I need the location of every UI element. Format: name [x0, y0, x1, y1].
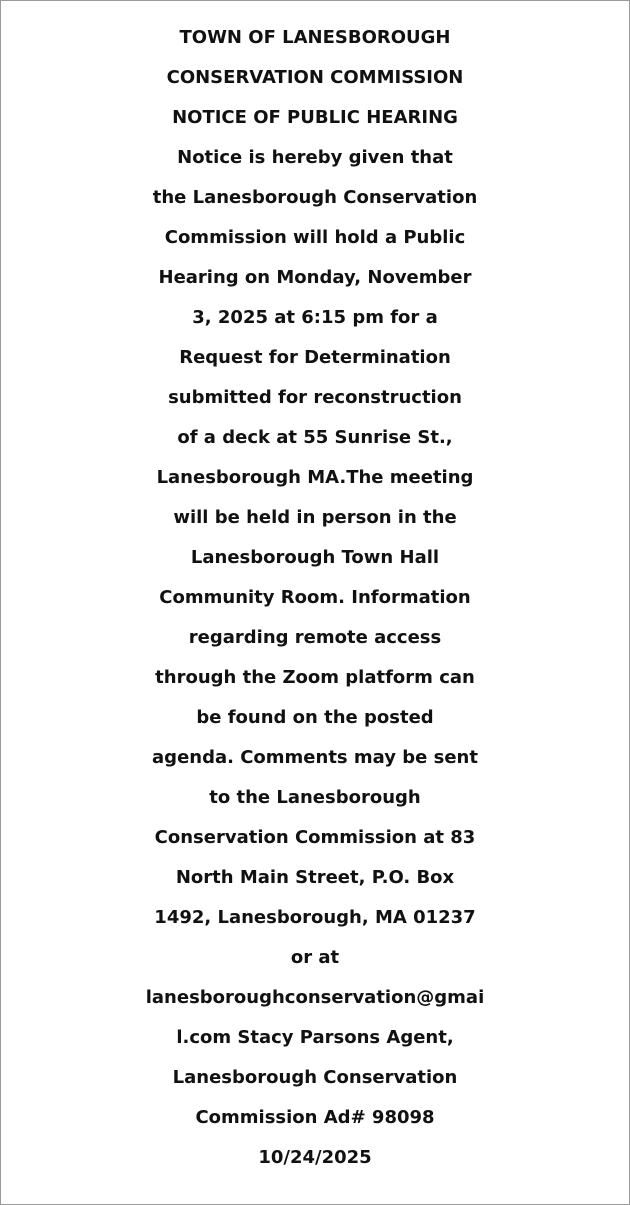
- notice-body-line: of a deck at 55 Sunrise St.,: [177, 427, 453, 448]
- notice-body-line: Conservation Commission at 83: [154, 827, 476, 848]
- notice-body-line: the Lanesborough Conservation: [152, 187, 478, 208]
- notice-email-line: lanesboroughconservation@gmai: [145, 987, 485, 1008]
- notice-body-line: through the Zoom platform can: [155, 667, 475, 688]
- notice-heading-title: NOTICE OF PUBLIC HEARING: [172, 107, 458, 128]
- notice-heading-town: TOWN OF LANESBOROUGH: [179, 27, 451, 48]
- notice-body-line: Request for Determination: [179, 347, 451, 368]
- notice-email-line: l.com Stacy Parsons Agent,: [176, 1027, 454, 1048]
- notice-body-line: 1492, Lanesborough, MA 01237: [154, 907, 476, 928]
- notice-body-line: will be held in person in the: [173, 507, 457, 528]
- notice-body-line: Community Room. Information: [159, 587, 471, 608]
- notice-body-line: Lanesborough Town Hall: [190, 547, 440, 568]
- notice-body-line: Lanesborough Conservation: [172, 1067, 458, 1088]
- notice-body-line: Hearing on Monday, November: [158, 267, 472, 288]
- notice-body-line: regarding remote access: [188, 627, 442, 648]
- notice-body-line: agenda. Comments may be sent: [152, 747, 478, 768]
- notice-body-line: be found on the posted: [196, 707, 434, 728]
- notice-body-line: Commission will hold a Public: [164, 227, 466, 248]
- notice-body-line: Notice is hereby given that: [177, 147, 453, 168]
- notice-body-line: 3, 2025 at 6:15 pm for a: [192, 307, 438, 328]
- notice-body-line: North Main Street, P.O. Box: [175, 867, 455, 888]
- notice-body-line: submitted for reconstruction: [168, 387, 462, 408]
- notice-body-line: or at: [290, 947, 340, 968]
- notice-body-line: to the Lanesborough: [209, 787, 421, 808]
- notice-ad-number: Commission Ad# 98098: [195, 1107, 435, 1128]
- notice-body-line: Lanesborough MA.The meeting: [156, 467, 474, 488]
- notice-heading-commission: CONSERVATION COMMISSION: [166, 67, 464, 88]
- notice-date: 10/24/2025: [258, 1147, 372, 1168]
- public-hearing-notice: [0, 18, 630, 1178]
